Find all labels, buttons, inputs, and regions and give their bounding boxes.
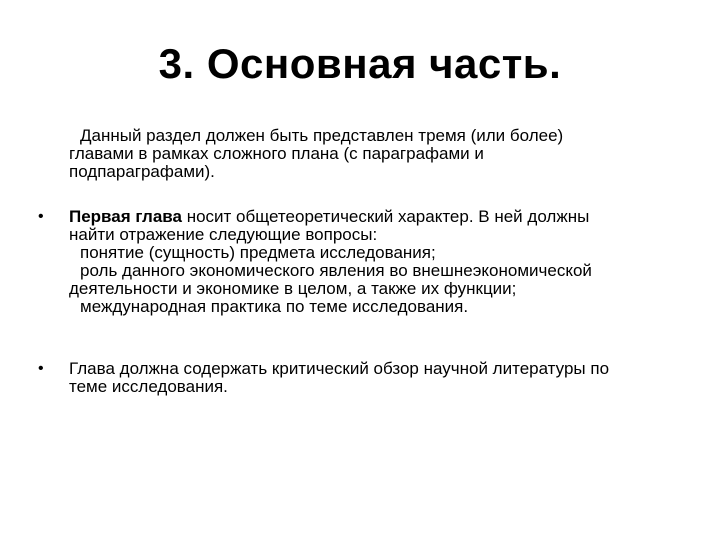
bullet-line-1: Глава должна содержать критический обзор научной литературы по — [69, 359, 610, 378]
lead-rest-text: носит общетеоретический характер. В ней должны — [181, 207, 590, 226]
bullet-line-1 — [69, 208, 689, 226]
bullet-text — [69, 360, 689, 396]
bullet-line-4: роль данного экономического явления во внешнеэкономической — [80, 261, 592, 280]
bold-lead-text: Первая глава — [69, 207, 182, 226]
bullet-icon: • — [38, 360, 44, 377]
bullet-line-2: найти отражение следующие вопросы: — [69, 225, 378, 244]
bullet-line-6: международная практика по теме исследования. — [80, 297, 469, 316]
intro-line-2: главами в рамках сложного плана (с параграфами и — [69, 144, 484, 163]
bullet-text — [69, 208, 689, 316]
bullet-icon: • — [38, 208, 44, 225]
bullet-line-3: понятие (сущность) предмета исследования; — [80, 243, 436, 262]
intro-line-1: Данный раздел должен быть представлен тремя (или более) — [80, 126, 564, 145]
intro-line-3: подпараграфами). — [69, 162, 215, 181]
slide-title: 3. Основная часть. — [158, 40, 562, 87]
bullet-line-5: деятельности и экономике в целом, а также их функции; — [69, 279, 517, 298]
intro-paragraph — [69, 127, 669, 181]
bullet-line-2: теме исследования. — [69, 377, 228, 396]
